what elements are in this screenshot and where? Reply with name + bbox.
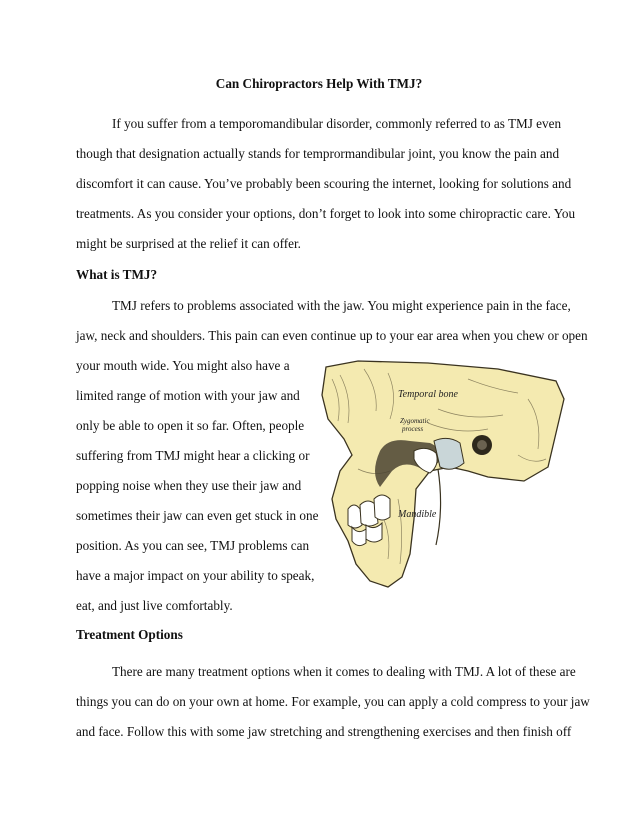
what-line-8: sometimes their jaw can even get stuck in one [76,508,319,523]
zygomatic-label-line2: process [402,425,424,433]
what-line-4: limited range of motion with your jaw and [76,388,300,403]
treatment-line-3: and face. Follow this with some jaw stretching and strengthening exercises and then finish off [76,724,572,739]
intro-line-3: discomfort it can cause. You’ve probably been scouring the internet, looking for solutions and [76,176,572,191]
what-line-6: suffering from TMJ might hear a clicking or [76,448,310,463]
what-line-7: popping noise when they use their jaw and [76,478,302,493]
what-line-9: position. As you can see, TMJ problems can [76,538,310,553]
what-line-3: your mouth wide. You might also have a [76,358,290,373]
treatment-line-1: There are many treatment options when it comes to dealing with TMJ. A lot of these are [112,664,576,679]
what-line-10: have a major impact on your ability to speak, [76,568,315,583]
treatment-line-2: things you can do on your own at home. For example, you can apply a cold compress to your jaw [76,694,590,709]
section-heading-what-is-tmj: What is TMJ? [76,267,158,282]
what-line-5: only be able to open it so far. Often, people [76,418,305,433]
zygomatic-label-line1: Zygomatic [400,417,430,425]
intro-line-5: might be surprised at the relief it can offer. [76,236,301,251]
what-line-11: eat, and just live comfortably. [76,598,233,613]
intro-line-4: treatments. As you consider your options, don’t forget to look into some chiropractic care. You [76,206,576,221]
intro-line-1: If you suffer from a temporomandibular disorder, commonly referred to as TMJ even [112,116,562,131]
mandible-ramus [436,469,441,545]
section-heading-treatment-options: Treatment Options [76,627,183,642]
intro-line-2: though that designation actually stands for temprormandibular joint, you know the pain and [76,146,560,161]
tmj-anatomy-illustration [318,359,566,591]
page-title: Can Chiropractors Help With TMJ? [215,76,423,91]
what-line-2: jaw, neck and shoulders. This pain can even continue up to your ear area when you chew or open [76,328,588,343]
temporal-bone-label: Temporal bone [398,389,458,400]
what-line-1: TMJ refers to problems associated with the jaw. You might experience pain in the face, [112,298,571,313]
mandible-label: Mandible [398,509,437,520]
